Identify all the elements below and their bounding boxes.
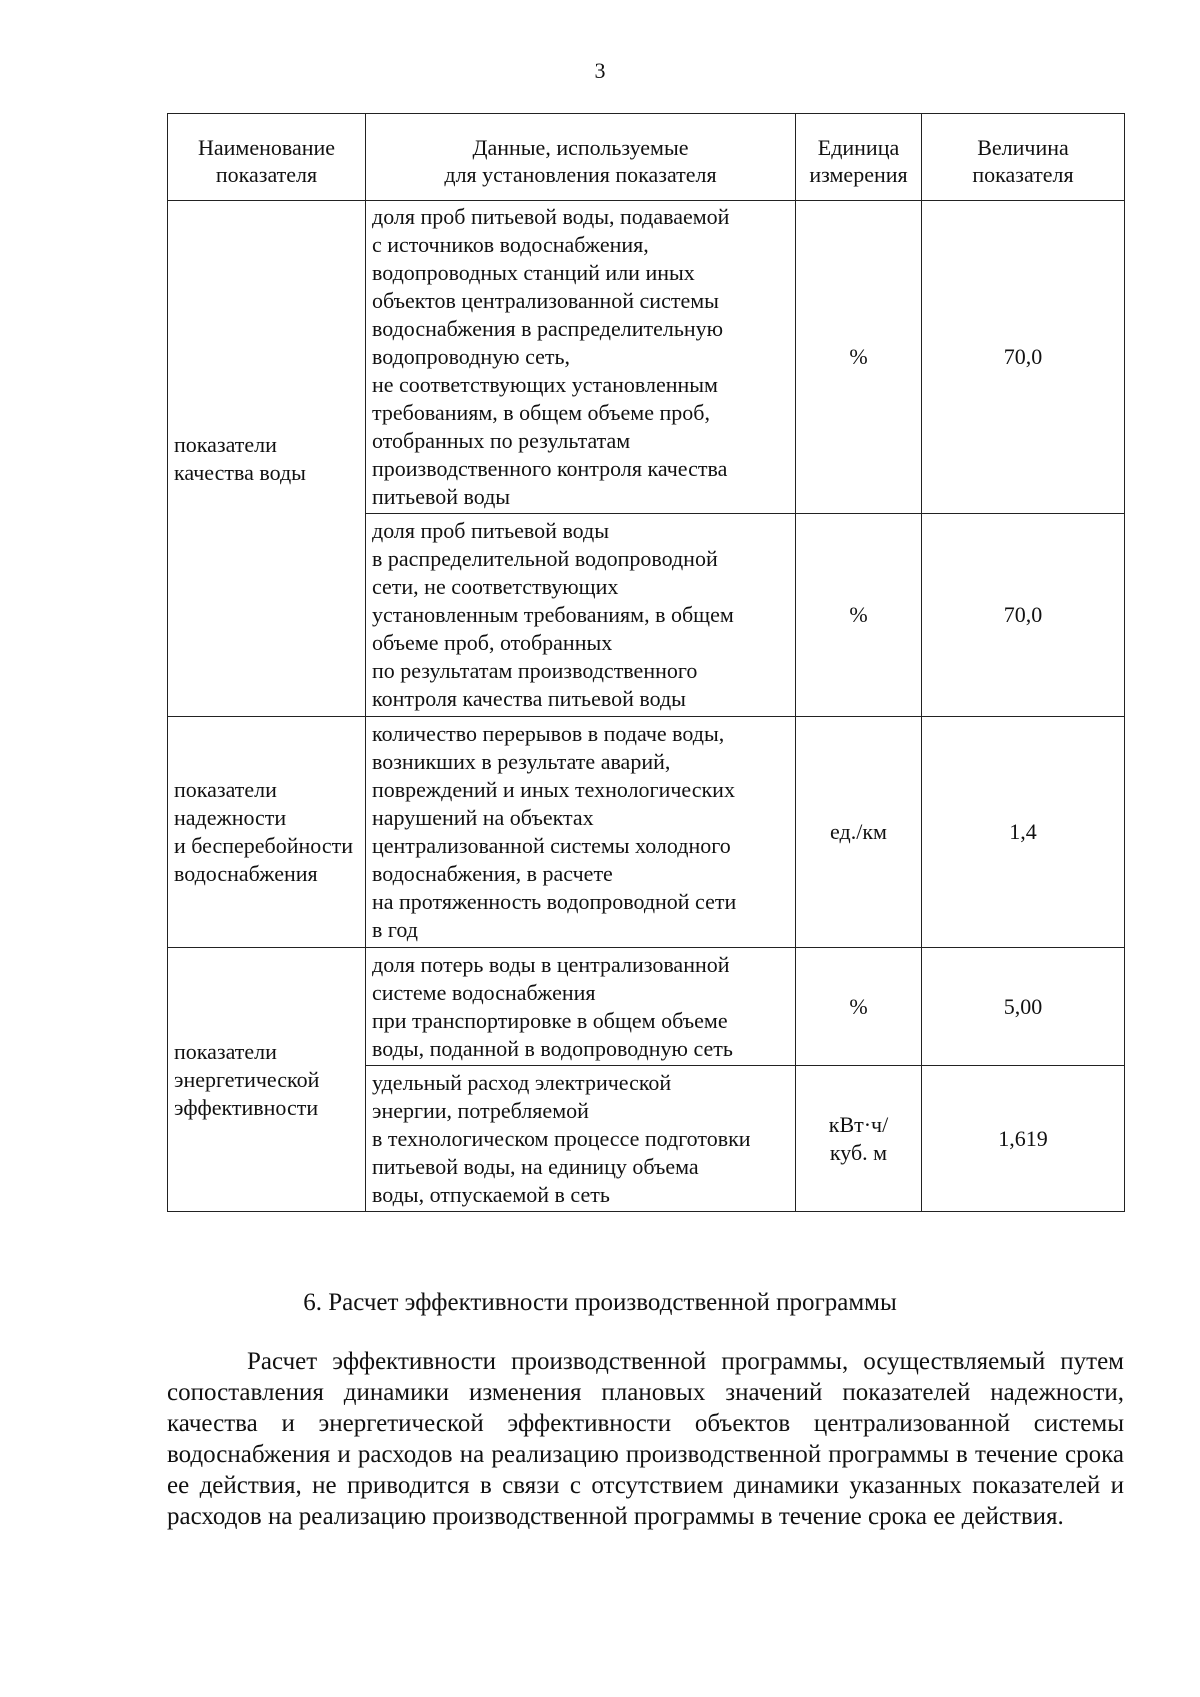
indicators-table — [167, 113, 1125, 1212]
table-row — [168, 948, 1125, 1066]
row-value: 1,4 — [922, 717, 1125, 948]
row-unit: % — [796, 948, 922, 1066]
header-source-data: Данные, используемые для установления показателя — [366, 114, 796, 201]
row-value: 70,0 — [922, 201, 1125, 514]
row-unit: % — [796, 201, 922, 514]
row-unit: кВт·ч/ куб. м — [796, 1066, 922, 1212]
row-data-text: доля проб питьевой воды, подаваемой с источников водоснабжения, водопроводных станций или иных объектов централизованной системы водоснабжения в распределительную водопроводную сеть, не соответствующих установленным требованиям, в общем объеме проб, отобранных по результатам производственного контроля качества питьевой воды — [366, 201, 796, 514]
header-value: Величина показателя — [922, 114, 1125, 201]
row-data-text: количество перерывов в подаче воды, возникших в результате аварий, повреждений и иных технологических нарушений на объектах централизованной системы холодного водоснабжения, в расчете на протяженность водопроводной сети в год — [366, 717, 796, 948]
row-value: 1,619 — [922, 1066, 1125, 1212]
group-name-water-quality: показатели качества воды — [168, 201, 366, 717]
section-title: 6. Расчет эффективности производственной программы — [303, 1289, 897, 1316]
row-data-text: доля потерь воды в централизованной системе водоснабжения при транспортировке в общем объеме воды, поданной в водопроводную сеть — [366, 948, 796, 1066]
header-indicator-name: Наименование показателя — [168, 114, 366, 201]
row-data-text: доля проб питьевой воды в распределительной водопроводной сети, не соответствующих установленным требованиям, в общем объеме проб, отобранных по результатам производственного контроля качества питьевой воды — [366, 514, 796, 717]
table-row — [168, 201, 1125, 514]
row-data-text: удельный расход электрической энергии, потребляемой в технологическом процессе подготовки питьевой воды, на единицу объема воды, отпускаемой в сеть — [366, 1066, 796, 1212]
row-unit: % — [796, 514, 922, 717]
header-unit: Единица измерения — [796, 114, 922, 201]
table-row — [168, 717, 1125, 948]
row-value: 70,0 — [922, 514, 1125, 717]
page-number: 3 — [594, 58, 606, 83]
table-header-row — [168, 114, 1125, 201]
group-name-reliability: показатели надежности и бесперебойности водоснабжения — [168, 717, 366, 948]
row-value: 5,00 — [922, 948, 1125, 1066]
section-paragraph: Расчет эффективности производственной программы, осуществляемый путем сопоставления динамики изменения плановых значений показателей надежности, качества и энергетической эффективности объектов централизованной системы водоснабжения и расходов на реализацию производственной программы в течение срока ее действия, не приводится в связи с отсутствием динамики указанных показателей и расходов на реализацию производственной программы в течение срока ее действия. — [167, 1348, 1124, 1530]
row-unit: ед./км — [796, 717, 922, 948]
group-name-energy-efficiency: показатели энергетической эффективности — [168, 948, 366, 1212]
